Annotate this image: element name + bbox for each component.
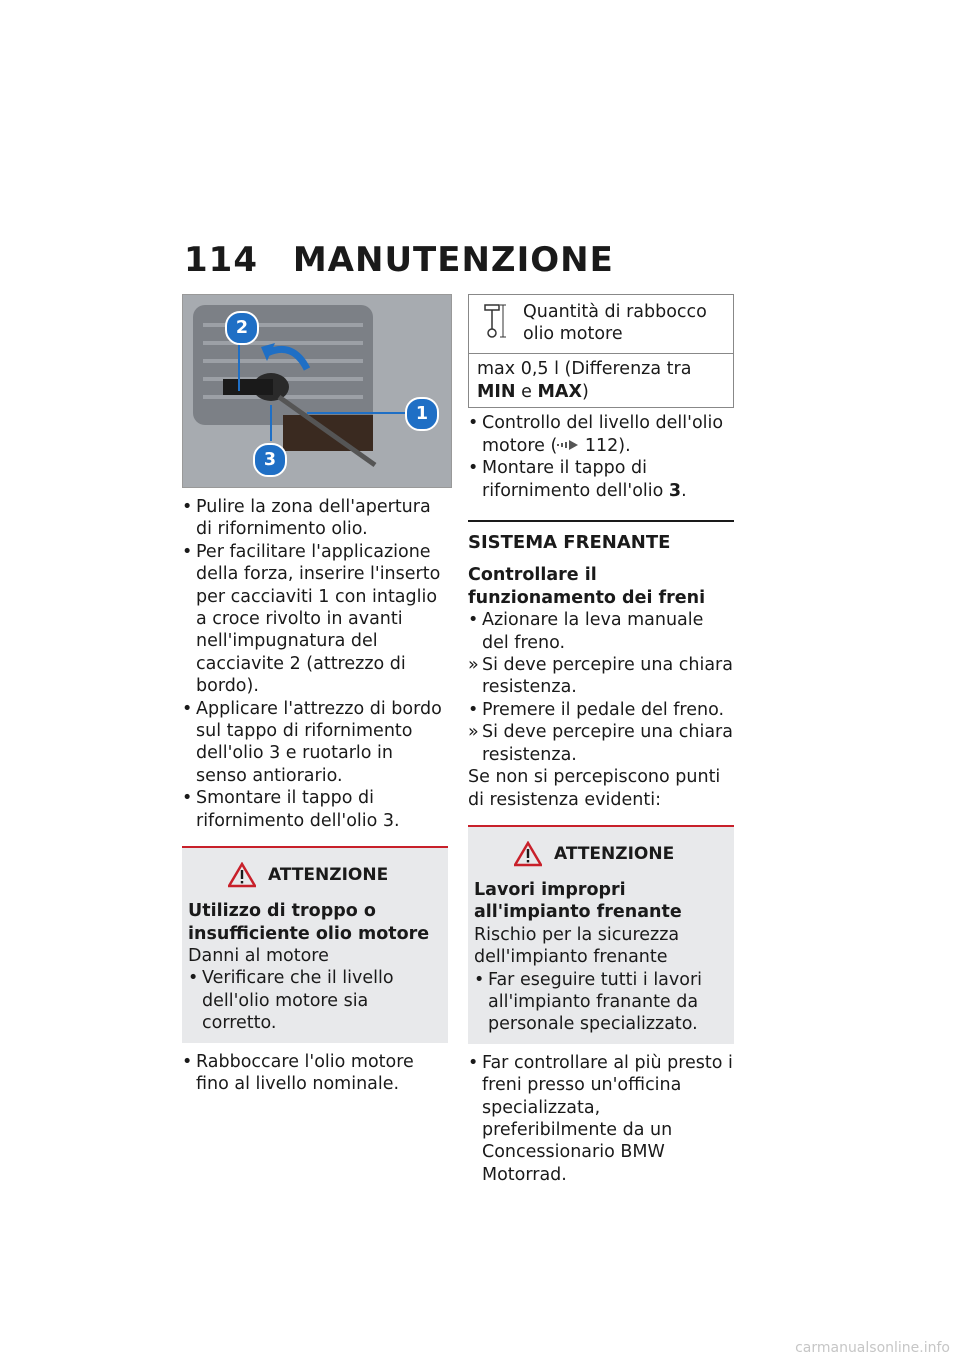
list-item: • Rabboccare l'olio motore fino al livello nominale. — [182, 1051, 448, 1096]
right-column — [468, 294, 734, 1186]
warning-consequence: Danni al motore — [188, 945, 329, 966]
warning-actions — [474, 969, 726, 1036]
list-item: • Azionare la leva manuale del freno. — [468, 609, 734, 654]
list-item: • Premere il pedale del freno. — [468, 699, 734, 721]
section-title: MANUTENZIONE — [292, 240, 614, 280]
list-item — [468, 412, 734, 457]
step-text: Controllo del livello dell'olio motore ( — [482, 413, 724, 456]
warning-header — [474, 841, 726, 867]
condition-text: Se non si percepiscono punti di resistenza evidenti: — [468, 767, 721, 810]
right-after-steps — [468, 1052, 734, 1186]
page-ref-arrow-icon — [557, 435, 579, 457]
warning-header — [188, 862, 440, 888]
warning-triangle-icon — [228, 862, 256, 888]
watermark: carmanualsonline.info — [795, 1340, 950, 1356]
oil-can-icon — [477, 301, 513, 347]
list-item — [468, 457, 734, 502]
warning-title: Utilizzo di troppo o insufficiente olio motore — [188, 901, 430, 944]
list-item: • Pulire la zona dell'apertura di rifornimento olio. — [182, 496, 448, 541]
warning-label: ATTENZIONE — [268, 864, 389, 885]
warning-label: ATTENZIONE — [554, 843, 675, 864]
warning-action: • Far eseguire tutti i lavori all'impianto franante da personale specializzato. — [474, 969, 726, 1036]
warning-actions — [188, 967, 440, 1034]
left-steps — [182, 496, 448, 832]
right-steps — [468, 412, 734, 502]
spec-label: Quantità di rabbocco olio motore — [523, 302, 707, 345]
warning-consequence: Rischio per la sicurezza dell'impianto frenante — [474, 924, 680, 968]
oil-filler-photo — [182, 294, 452, 488]
warning-box-brakes — [468, 825, 734, 1044]
result-item: » Si deve percepire una chiara resistenza. — [468, 721, 734, 766]
warning-title: Lavori impropri all'impianto frenante — [474, 879, 682, 923]
list-item: • Smontare il tappo di rifornimento dell'olio 3. — [182, 787, 448, 832]
list-item: • Far controllare al più presto i freni presso un'officina specializzata, preferibilmente da un Concessionario BMW Motorrad. — [468, 1052, 734, 1186]
warning-action: • Verificare che il livello dell'olio motore sia corretto. — [188, 967, 440, 1034]
left-after-steps — [182, 1051, 448, 1096]
step-tail: . — [681, 480, 687, 501]
callout-3: 3 — [253, 443, 287, 477]
spec-value — [469, 354, 733, 407]
step-tail: ). — [618, 435, 631, 456]
left-column — [182, 294, 448, 1095]
brake-steps — [468, 609, 734, 766]
page-number: 114 — [184, 240, 258, 280]
step-text: Montare il tappo di rifornimento dell'olio — [482, 458, 669, 501]
list-item: • Per facilitare l'applicazione della forza, inserire l'inserto per cacciaviti 1 con intaglio a croce rivolto in avanti nell'impugnatura del cacciavite 2 (attrezzo di bordo). — [182, 541, 448, 698]
spec-value-text: max 0,5 l (Differenza tra — [477, 359, 692, 380]
section-heading: SISTEMA FRENANTE — [468, 520, 734, 554]
spec-and: e — [515, 381, 538, 402]
spec-table — [468, 294, 734, 408]
result-item: » Si deve percepire una chiara resistenza. — [468, 654, 734, 699]
subsection-heading: Controllare il funzionamento dei freni — [468, 565, 706, 608]
callout-2: 2 — [225, 311, 259, 345]
spec-suffix: ) — [581, 381, 589, 402]
warning-triangle-icon — [514, 841, 542, 867]
spec-min: MIN — [477, 381, 516, 402]
callout-1: 1 — [405, 397, 439, 431]
page-ref[interactable]: 112 — [584, 435, 619, 456]
warning-box-oil — [182, 846, 448, 1042]
spec-max: MAX — [537, 381, 582, 402]
page-header — [184, 240, 614, 280]
step-ref-number: 3 — [668, 480, 682, 501]
spec-header — [469, 295, 733, 354]
list-item: • Applicare l'attrezzo di bordo sul tappo di rifornimento dell'olio 3 e ruotarlo in senso antiorario. — [182, 698, 448, 788]
